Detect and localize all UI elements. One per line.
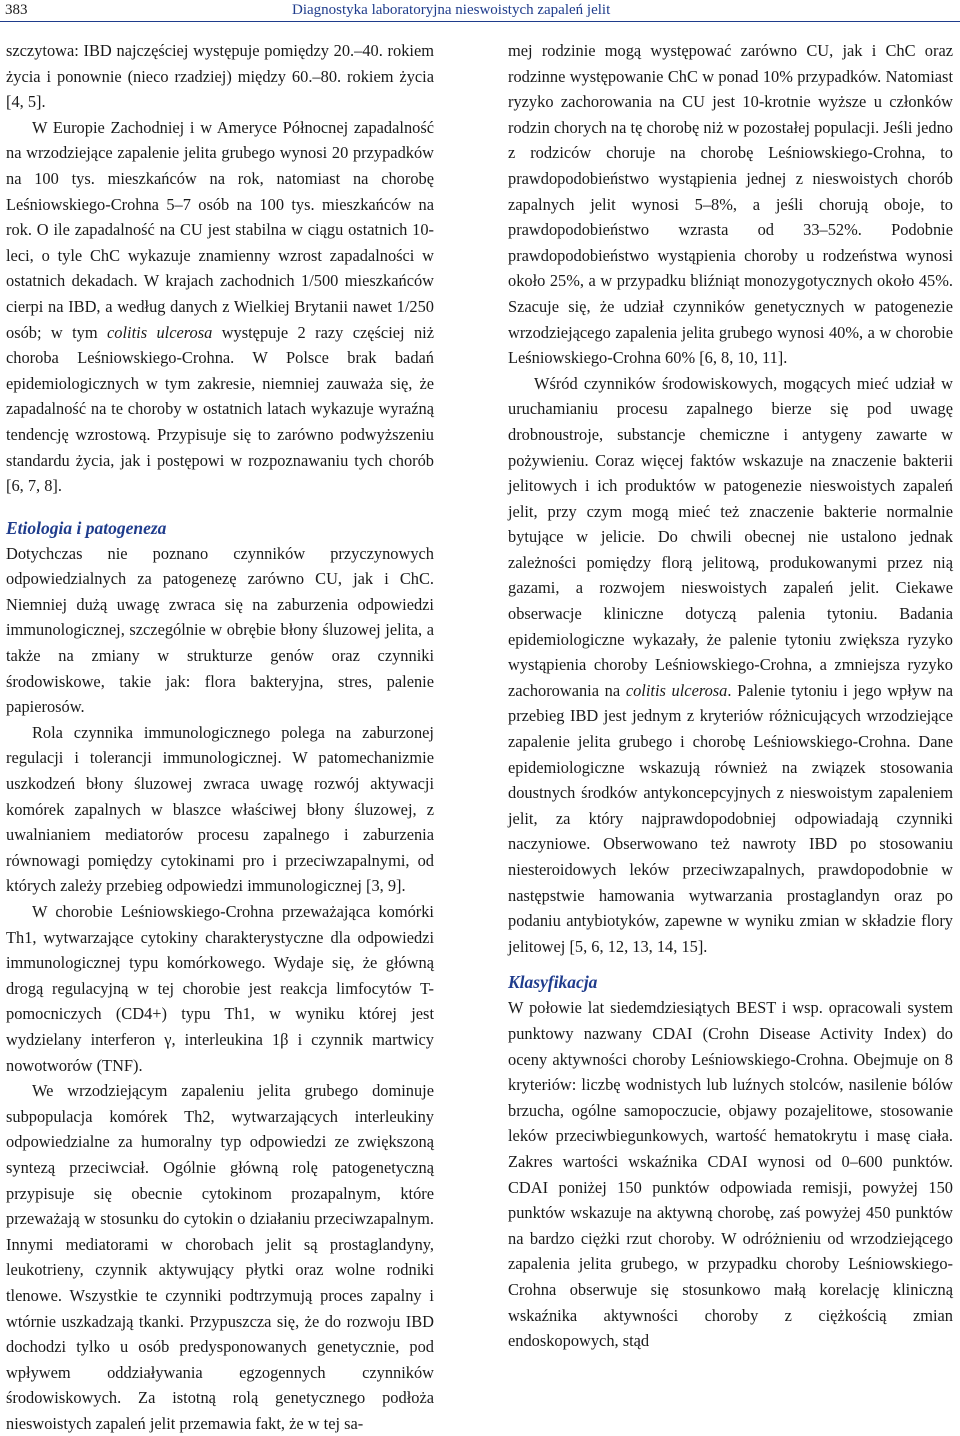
left-column: [6, 38, 434, 1436]
paragraph-uc-th2: We wrzodziejącym zapaleniu jelita grubego dominuje subpopulacja komórek Th2, wytwarzających interleukiny odpowiedzialne za humoralny typ odpowiedzi ze zwiększoną syntezą przeciwciał. Ogólnie główną rolę patogenetyczną przypisuje się obecnie cytokinom prozapalnym, które przeważają w stosunku do cytokin o działaniu przeciwzapalnym. Innymi mediatorami w chorobach jelit są prostaglandyny, leukotrieny, czynnik aktywujący płytki oraz wolne rodniki tlenowe. Wszystkie te czynniki podtrzymują proces zapalny i wtórnie uszkadzają tkanki. Przypuszcza się, że do rozwoju IBD dochodzi tylko u osób predysponowanych genetycznie, pod wpływem oddziaływania egzogennych czynników środowiskowych. Za istotną rolą genetycznego podłoża nieswoistych zapaleń jelit przemawia fakt, że w tej sa-: [6, 1081, 434, 1433]
paragraph-incidence-part1: W Europie Zachodniej i w Ameryce Północnej zapadalność na wrzodziejące zapalenie jelita grubego wynosi 20 przypadków na 100 tys. mieszkańców na rok, natomiast na chorobę Leśniowskiego-Crohna 5–7 osób na 100 tys. mieszkańców na rok. O ile zapadalność na CU jest stabilna w ciągu ostatnich 10-leci, o tyle ChC wykazuje znamienny wzrost zapadalności w ostatnich dekadach. W krajach zachodnich 1/500 mieszkańców cierpi na IBD, a według danych z Wielkiej Brytanii nawet 1/250 osób; w tym: [6, 117, 434, 342]
paragraph-environment-italic: colitis ulcerosa: [625, 680, 728, 700]
paragraph-environment-part1: Wśród czynników środowiskowych, mogących mieć udział w uruchamianiu procesu zapalnego bierze się pod uwagę drobnoustroje, substancje chemiczne i antygeny zawarte w pożywieniu. Coraz więcej faktów wskazuje na znaczenie bakterii jelitowych i ich produktów w patogenezie nieswoistych zapaleń jelit, przy czym mogą mieć też znaczenie bakterie normalnie bytujące w jelicie. Do chwili obecnej nie ustalono jednak zależności pomiędzy florą jelitową, produkowanymi przez nią gazami, a rozwojem nieswoistych zapaleń jelit. Ciekawe obserwacje kliniczne dotyczą palenia tytoniu. Badania epidemiologiczne wykazały, że palenie tytoniu zwiększa ryzyko wystąpienia choroby Leśniowskiego-Crohna, a zmniejsza ryzyko zachorowania na: [508, 373, 953, 700]
paragraph-incidence: [6, 115, 434, 499]
right-column: [508, 38, 953, 1354]
paragraph-environment-part2: . Palenie tytoniu i jego wpływ na przebieg IBD jest jednym z kryteriów różnicujących wrzodziejące zapalenie jelita grubego i chorobę Leśniowskiego-Crohna. Dane epidemiologiczne wskazują również na związek stosowania doustnych środków antykoncepcyjnych z nieswoistym zapaleniem jelit, za który najprawdopodobniej odpowiadają czynniki naczyniowe. Obserwowano też nawroty IBD po stosowaniu niesteroidowych leków przeciwzapalnych, prawdopodobnie w następstwie hamowania wytwarzania prostaglandyn oraz po podaniu antybiotyków, zapewne w wyniku zmian w składzie flory jelitowej [5, 6, 12, 13, 14, 15].: [508, 680, 954, 956]
paragraph-crohn-th1: W chorobie Leśniowskiego-Crohna przeważająca komórki Th1, wytwarzające cytokiny charakterystyczne dla odpowiedzi immunologicznej typu komórkowego. Wydaje się, że główną drogą regulacyjną w tej chorobie jest reakcja limfocytów T-pomocniczych (CD4+) typu Th1, w wyniku której jest wydzielany interferon γ, interleukina 1β i czynnik martwicy nowotworów (TNF).: [6, 902, 434, 1075]
running-title: Diagnostyka laboratoryjna nieswoistych zapaleń jelit: [292, 2, 611, 18]
page-header: [0, 0, 960, 22]
paragraph-genetics: mej rodzinie mogą występować zarówno CU, jak i ChC oraz rodzinne występowanie ChC w ponad 10% przypadków. Natomiast ryzyko zachorowania na CU jest 10-krotnie wyższe u członków rodzin chorych na tę chorobę niż w pozostałej populacji. Jeśli jedno z rodziców choruje na chorobę Leśniowskiego-Crohna, to prawdopodobieństwo wystąpienia jednej z nieswoistych chorób zapalnych jelit wynosi 5–8%, a jeśli chorują oboje, to prawdopodobieństwo wzrasta od 33–52%. Podobnie prawdopodobieństwo wystąpienia choroby u rodzeństwa wynosi około 25%, a w przypadku bliźniąt monozygotycznych około 45%. Szacuje się, że udział czynników genetycznych w patogenezie wrzodziejącego zapalenia jelita grubego wynosi 40%, a w chorobie Leśniowskiego-Crohna 60% [6, 8, 10, 11].: [508, 41, 953, 368]
paragraph-incidence-part2: występuje 2 razy częściej niż choroba Leśniowskiego-Crohna. W Polsce brak badań epidemiologicznych w tym zakresie, niemniej zauważa się, że zapadalność na te choroby w ostatnich latach wykazuje wyraźną tendencję wzrostową. Przypisuje się to zarówno podwyższeniu standardu życia, jak i postępowi w rozpoznawaniu tych chorób [6, 7, 8].: [6, 322, 434, 496]
paragraph-etiology-intro: Dotychczas nie poznano czynników przyczynowych odpowiedzialnych za patogenezę zarówno CU, jak i ChC. Niemniej dużą uwagę zwraca się na zaburzenia odpowiedzi immunologicznej, szczególnie w obrębie błony śluzowej jelita, a także na zmiany w strukturze genów oraz czynniki środowiskowe, takie jak: flora bakteryjna, stres, palenie papierosów.: [6, 543, 434, 717]
page-number: 383: [5, 2, 28, 18]
paragraph-incidence-italic: colitis ulcerosa: [107, 322, 213, 342]
section-heading-classification: Klasyfikacja: [508, 972, 598, 993]
paragraph-environment: [508, 371, 953, 960]
paragraph-epidemiology-intro: szczytowa: IBD najczęściej występuje pomiędzy 20.–40. rokiem życia i ponownie (nieco rzadziej) między 60.–80. rokiem życia [4, 5].: [6, 41, 434, 112]
paragraph-cdai: W połowie lat siedemdziesiątych BEST i wsp. opracowali system punktowy nazwany CDAI (Crohn Disease Activity Index) do oceny aktywności choroby Leśniowskiego-Crohna. Obejmuje on 8 kryteriów: liczbę wodnistych lub luźnych stolców, nasilenie bólów brzucha, ogólne samopoczucie, objawy pozajelitowe, stosowanie leków przeciwbiegunkowych, wartość hematokrytu i masę ciała. Zakres wartości wskaźnika CDAI wynosi od 0–600 punktów. CDAI poniżej 150 punktów odpowiada remisji, powyżej 150 punktów wskazuje na aktywną chorobę, zaś powyżej 450 punktów na bardzo ciężki rzut choroby. W odróżnieniu od wrzodziejącego zapalenia jelita grubego, w przypadku choroby Leśniowskiego-Crohna obserwuje się stosunkowo małą korelację kliniczną wskaźnika aktywności choroby z ciężkością zmian endoskopowych, stąd: [508, 998, 953, 1351]
header-rule: [0, 21, 960, 22]
paragraph-immunology: Rola czynnika immunologicznego polega na zaburzonej regulacji i tolerancji immunologicznej. W patomechanizmie uszkodzeń błony śluzowej zwraca uwagę rozwój aktywacji komórek zapalnych w blaszce właściwej błony śluzowej, z uwalnianiem mediatorów procesu zapalnego i zaburzenia równowagi pomiędzy cytokinami pro i przeciwzapalnymi, od których zależy przebieg odpowiedzi immunologicznej [3, 9].: [6, 722, 434, 896]
section-heading-etiology: Etiologia i patogeneza: [6, 517, 167, 538]
